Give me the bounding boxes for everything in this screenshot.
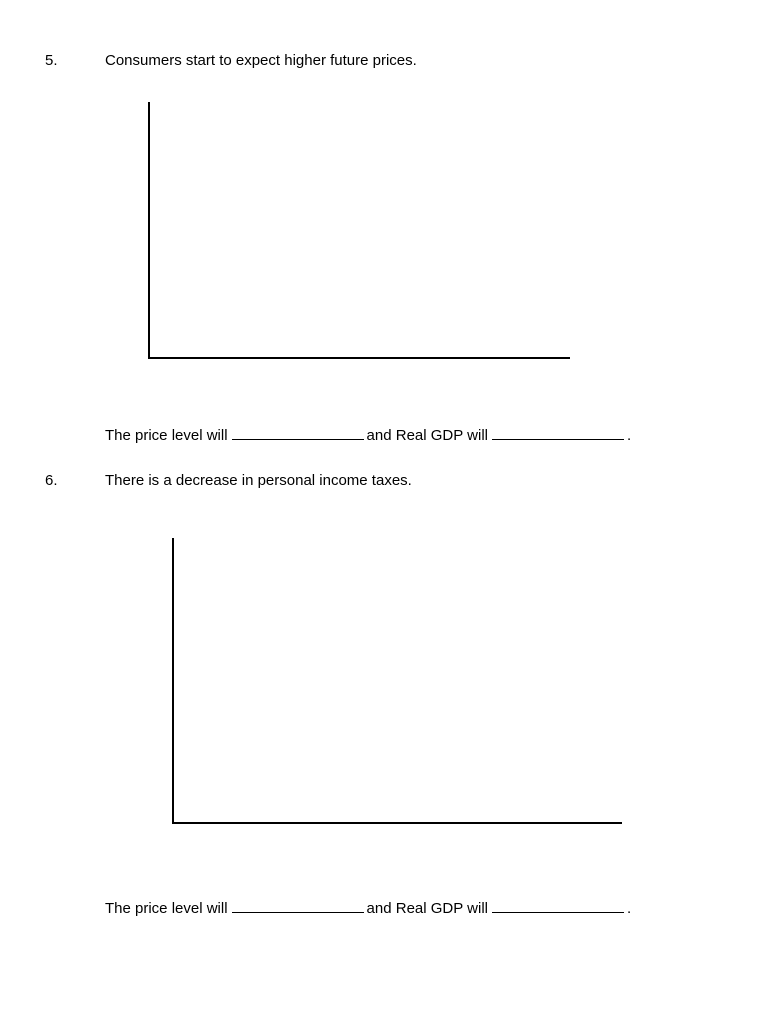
question-6-number: 6. (45, 472, 58, 489)
question-6-x-axis (172, 822, 622, 824)
question-5-real-gdp-blank[interactable] (492, 425, 624, 440)
question-6-price-level-blank[interactable] (232, 898, 364, 913)
question-5-prompt: Consumers start to expect higher future prices. (105, 52, 417, 69)
question-5-price-level-blank[interactable] (232, 425, 364, 440)
question-6-prompt: There is a decrease in personal income taxes. (105, 472, 412, 489)
question-6-answer-part1: The price level will (105, 900, 228, 917)
question-6-y-axis (172, 538, 174, 824)
question-5-x-axis (148, 357, 570, 359)
question-6-answer-line (105, 898, 631, 918)
question-5-answer-part2: and Real GDP will (366, 427, 488, 444)
question-5-answer-line (105, 425, 631, 445)
question-5-answer-part1: The price level will (105, 427, 228, 444)
question-6-real-gdp-blank[interactable] (492, 898, 624, 913)
question-6-answer-end: . (627, 900, 632, 917)
question-5-answer-end: . (627, 427, 632, 444)
question-5-number: 5. (45, 52, 58, 69)
question-6-answer-part2: and Real GDP will (366, 900, 488, 917)
question-5-y-axis (148, 102, 150, 359)
